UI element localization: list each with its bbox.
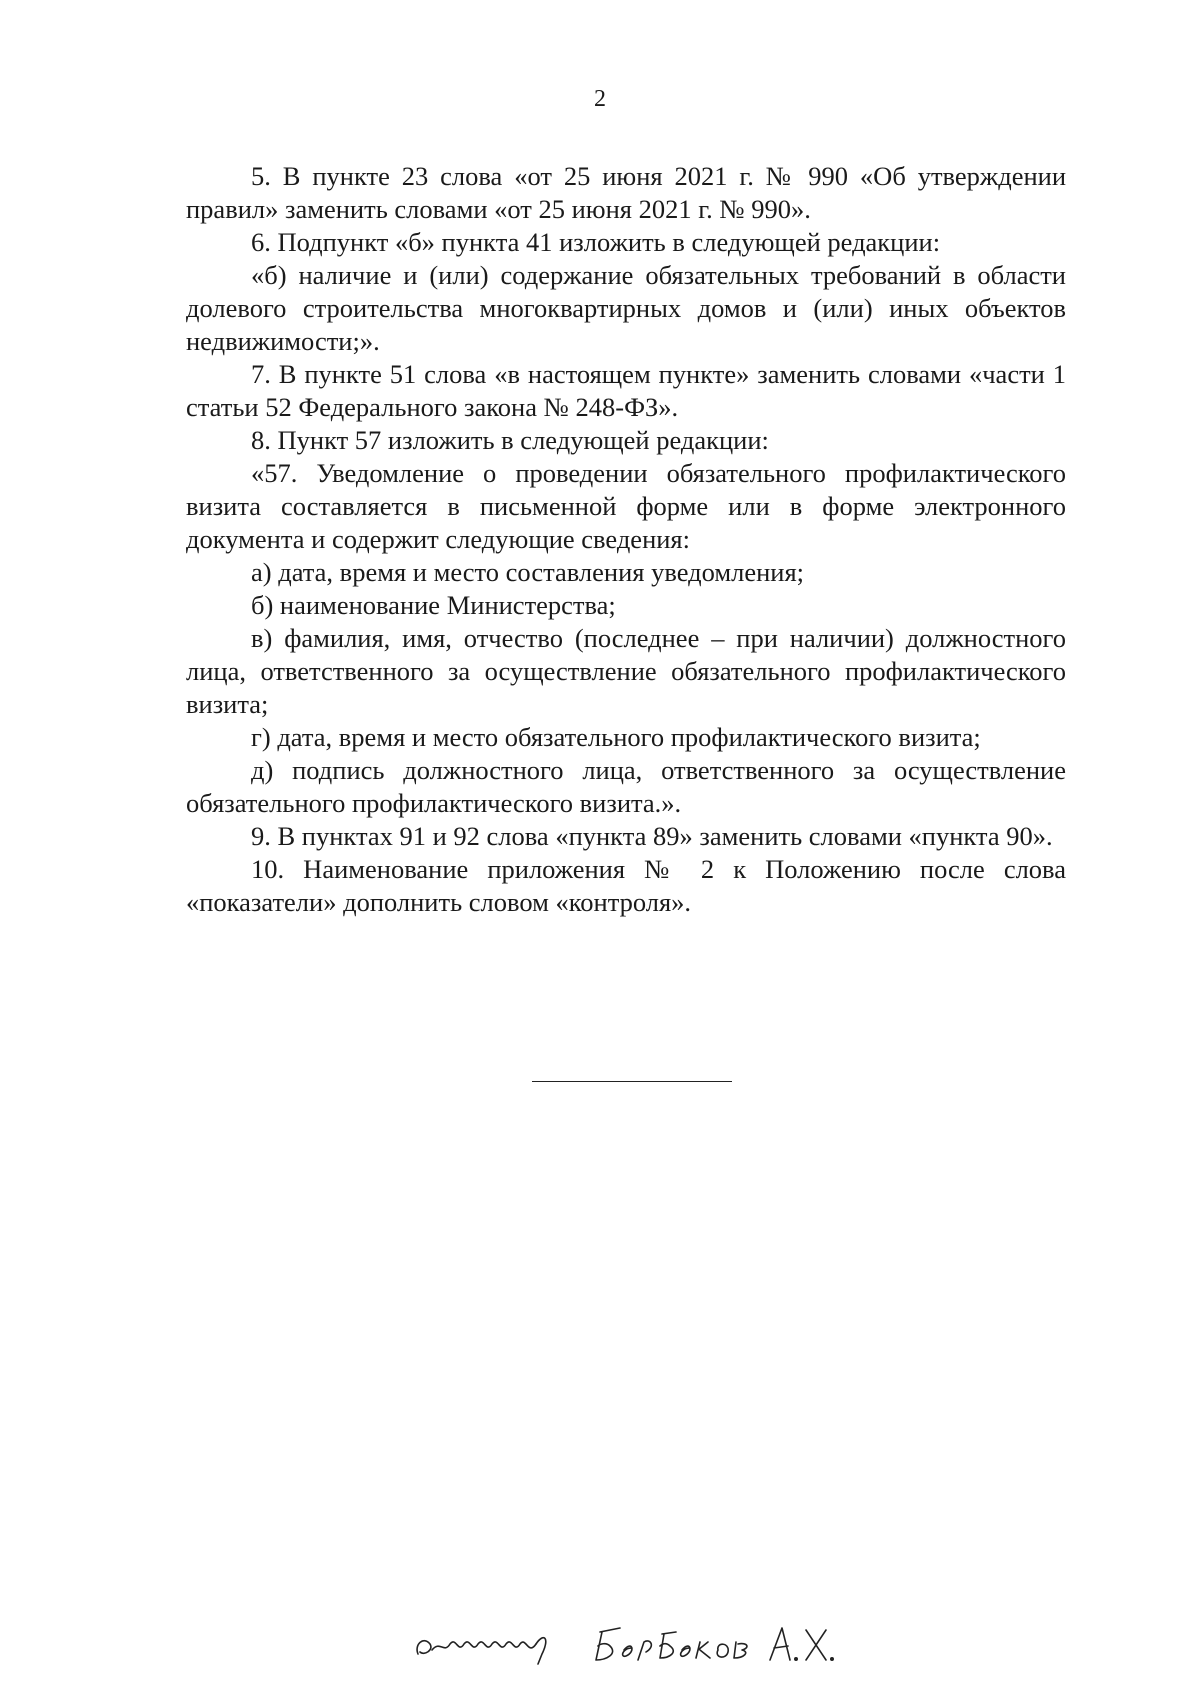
paragraph-8-subitem-a: а) дата, время и место составления уведомления; [251,557,805,587]
signature-text [910,1614,911,1615]
paragraph-8-subitem-b: б) наименование Министерства; [251,590,616,620]
paragraph-8-subitem-g: г) дата, время и место обязательного профилактического визита; [251,722,981,752]
paragraph-9: 9. В пунктах 91 и 92 слова «пункта 89» заменить словами «пункта 90». [251,821,1053,851]
document-body [186,160,1066,919]
paragraph-5: 5. В пункте 23 слова «от 25 июня 2021 г. № 990 «Об утверждении правил» заменить словами «от 25 июня 2021 г. № 990». [186,161,1066,224]
handwritten-signature [410,1614,910,1674]
paragraph-8-subitem-d: д) подпись должностного лица, ответственного за осуществление обязательного профилактического визита.». [186,755,1066,818]
page-number: 2 [594,86,606,112]
paragraph-6-subitem-b: «б) наличие и (или) содержание обязательных требований в области долевого строительства многоквартирных домов и (или) иных объектов недвижимости;». [186,260,1066,356]
paragraph-7: 7. В пункте 51 слова «в настоящем пункте» заменить словами «части 1 статьи 52 Федерального закона № 248-ФЗ». [186,359,1066,422]
end-divider [532,1081,732,1082]
paragraph-8-item-57: «57. Уведомление о проведении обязательного профилактического визита составляется в письменной форме или в форме электронного документа и содержит следующие сведения: [186,458,1066,554]
paragraph-6: 6. Подпункт «б» пункта 41 изложить в следующей редакции: [251,227,941,257]
paragraph-10: 10. Наименование приложения № 2 к Положению после слова «показатели» дополнить словом «контроля». [186,854,1066,917]
paragraph-8-subitem-v: в) фамилия, имя, отчество (последнее – при наличии) должностного лица, ответственного за осуществление обязательного профилактического визита; [186,623,1066,719]
paragraph-8: 8. Пункт 57 изложить в следующей редакции: [251,425,769,455]
